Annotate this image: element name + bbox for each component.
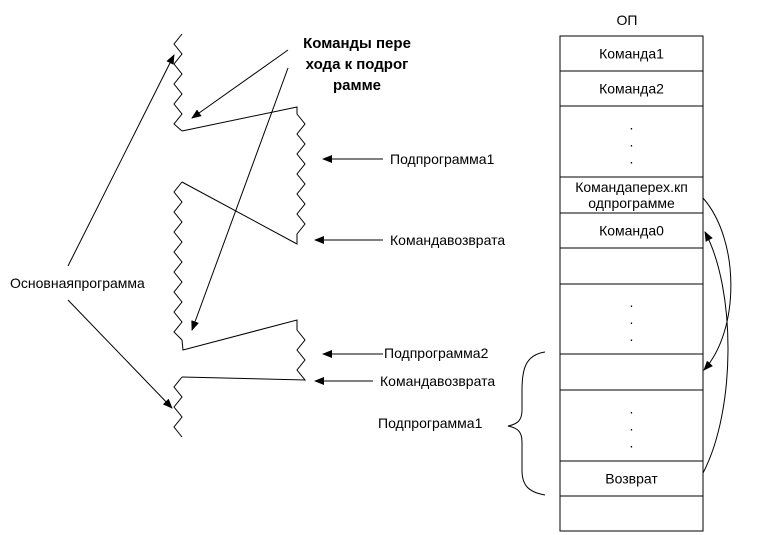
ellipsis-dot: .	[629, 150, 634, 167]
return-command-label-1: Командавозврата	[390, 232, 506, 248]
memory-cell-label: Команда0	[599, 222, 664, 239]
memory-cell-label: одпрограмме	[588, 195, 675, 211]
ellipsis-dot: .	[629, 294, 634, 310]
commands-transition-label-line2: хода к подрог	[305, 56, 409, 73]
ellipsis-dot: .	[629, 116, 634, 133]
main-program-zigzag-middle	[174, 182, 182, 340]
ellipsis-dot: .	[629, 311, 634, 327]
main-program-label: Основнаяпрограмма	[10, 275, 145, 291]
subprogram2-label: Подпрограмма2	[384, 345, 489, 361]
ellipsis-dot: .	[629, 328, 634, 344]
memory-column	[560, 36, 703, 531]
memory-cell-label: Команда1	[599, 45, 664, 62]
memory-title: ОП	[616, 12, 638, 28]
commands-transition-label-line3: рамме	[332, 77, 382, 94]
ellipsis-dot: .	[629, 417, 634, 434]
memory-cell-label: Команда2	[599, 80, 664, 97]
memory-cell	[560, 496, 703, 531]
return-command-label-2: Командавозврата	[380, 373, 496, 389]
arrow-main-to-top	[68, 55, 174, 266]
main-program-zigzag-bottom	[174, 377, 182, 437]
ellipsis-dot: .	[629, 133, 634, 150]
memory-cell	[560, 248, 703, 284]
memory-cell	[560, 354, 703, 390]
main-program-zigzag-top	[174, 34, 182, 131]
ellipsis-dot: .	[629, 400, 634, 417]
memory-cell-label: Командапереx.кп	[575, 179, 688, 195]
arrow-main-to-bottom	[68, 300, 172, 408]
subprogram1-bracket-label: Подпрограмма1	[378, 415, 483, 431]
subprogram1-label: Подпрограмма1	[390, 151, 495, 167]
memory-cell-label: Возврат	[605, 470, 658, 487]
subprogram1-body	[182, 107, 305, 244]
commands-transition-label-line1: Команды пере	[303, 35, 411, 52]
subprogram1-brace	[508, 352, 545, 495]
ellipsis-dot: .	[629, 434, 634, 451]
subprogram2-body	[182, 320, 305, 380]
jump-to-subprogram-curve	[703, 198, 731, 370]
